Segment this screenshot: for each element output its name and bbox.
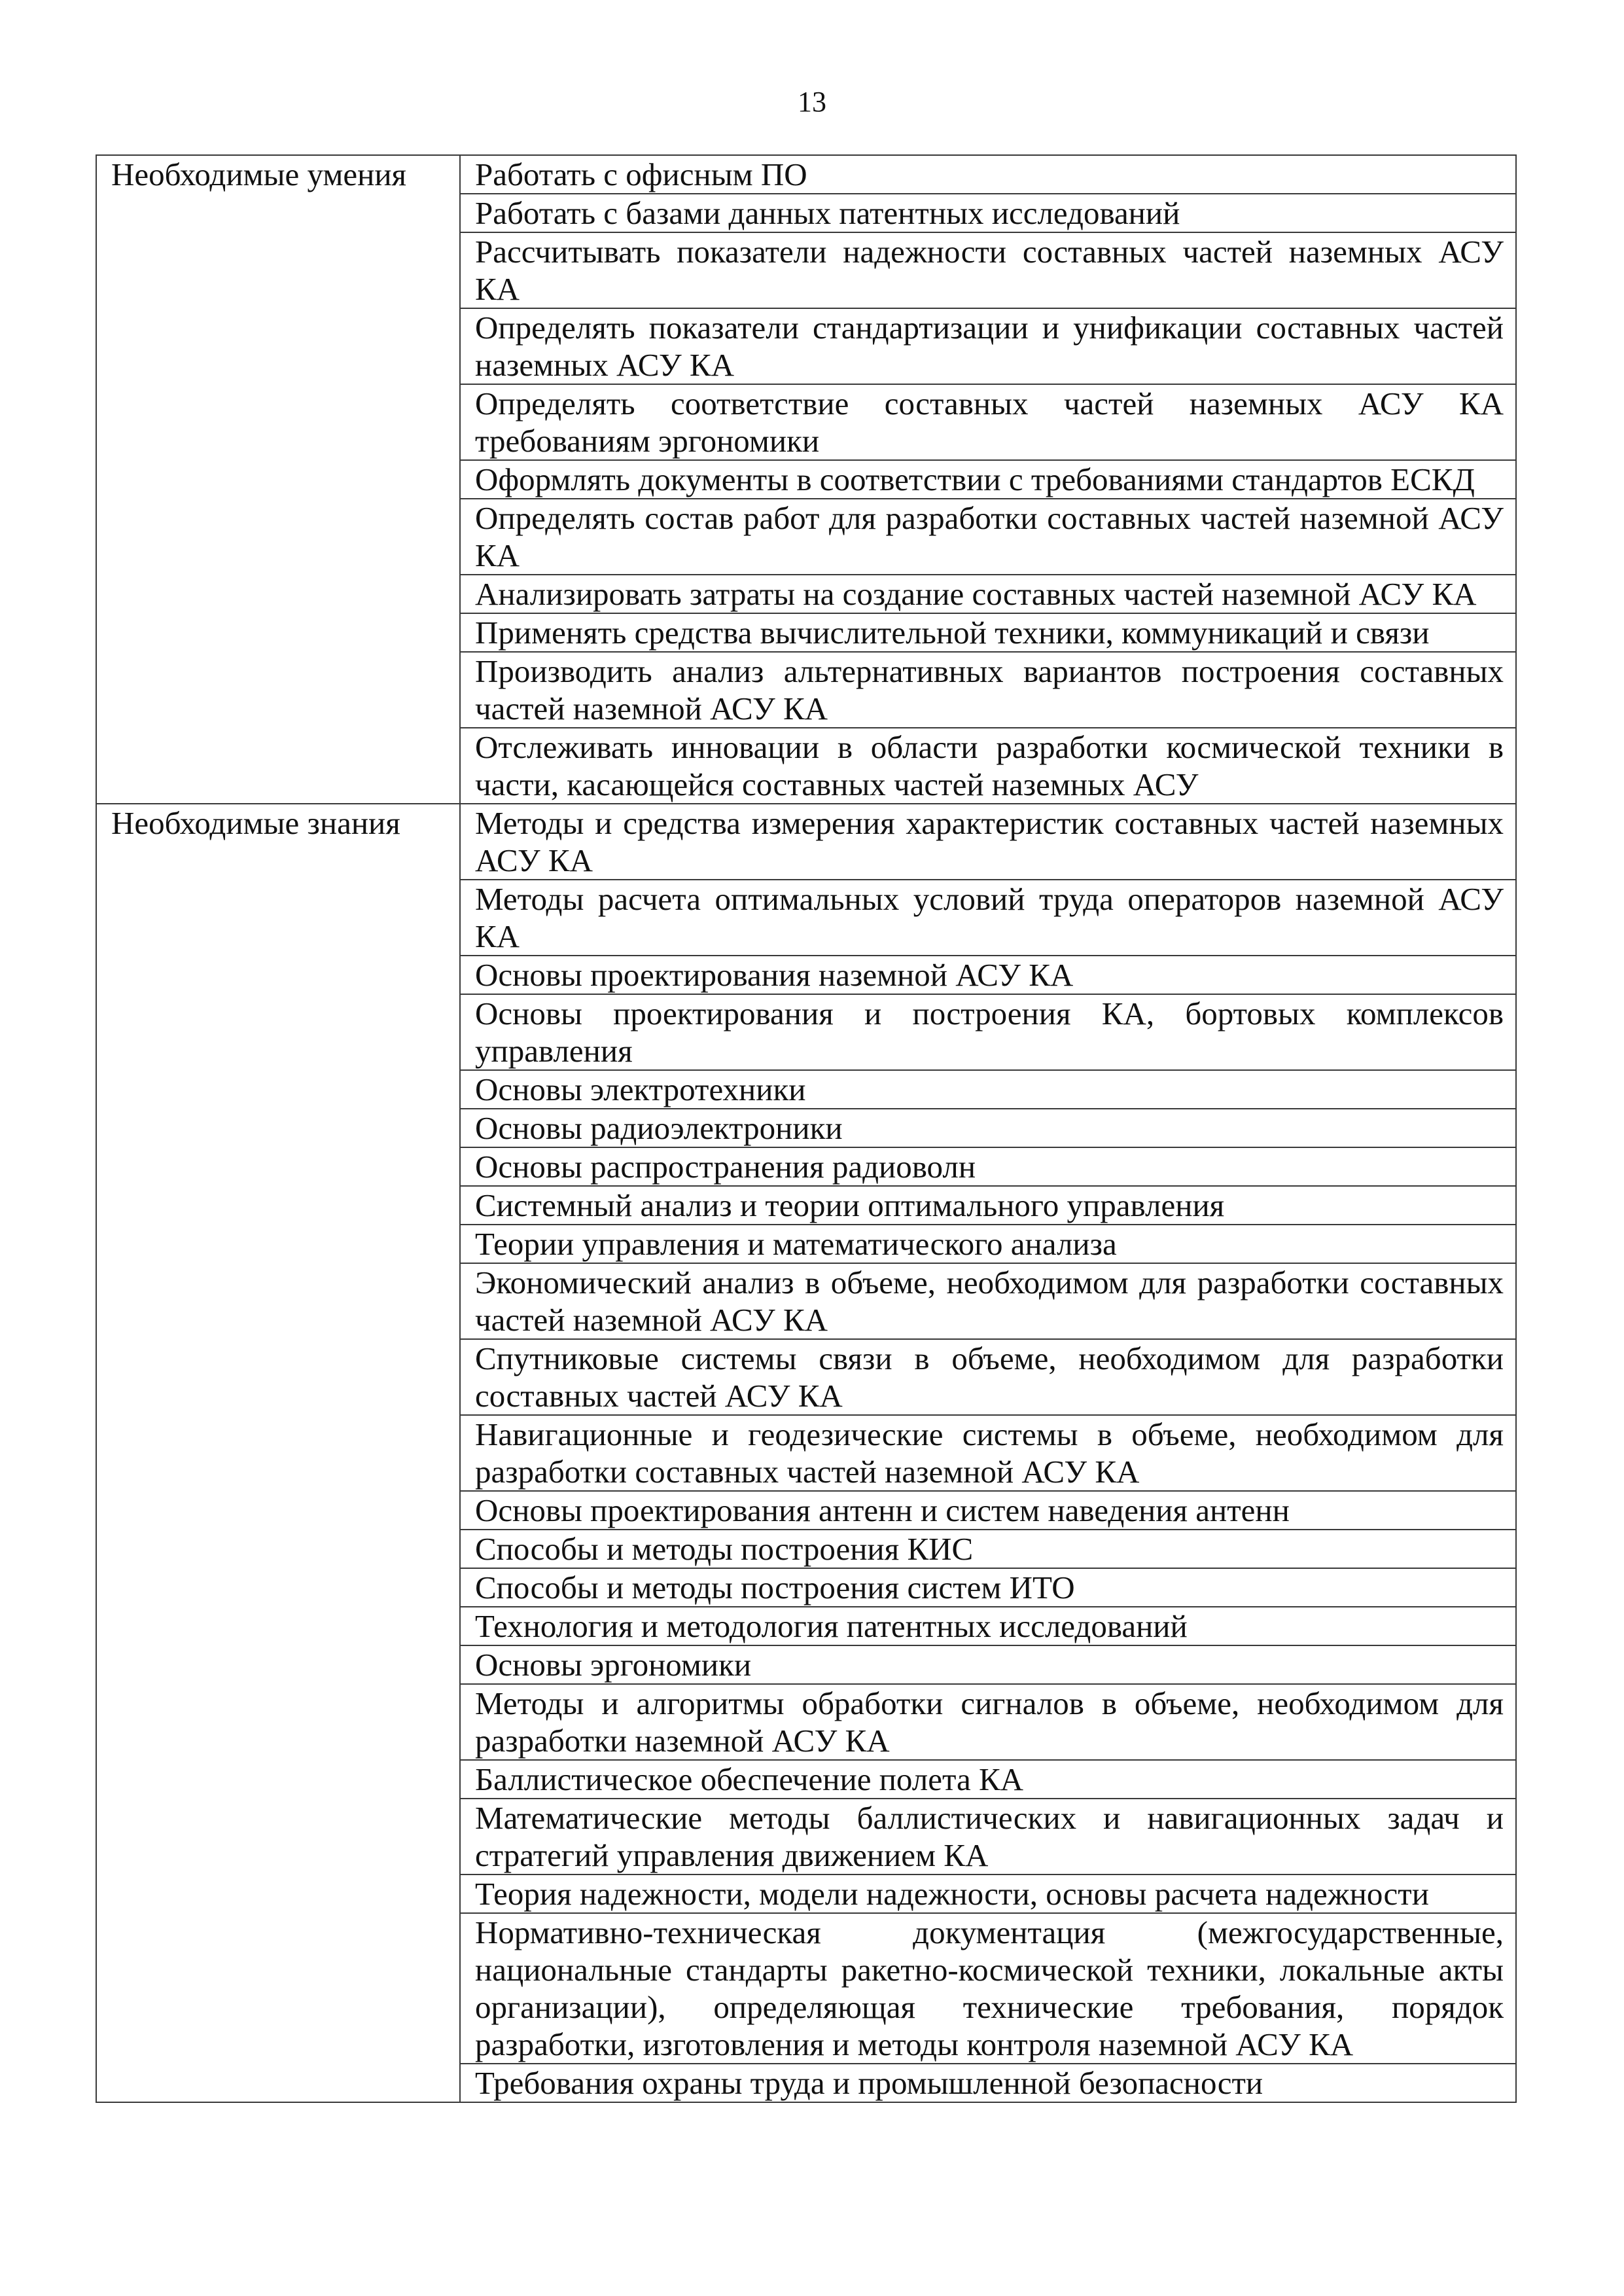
section-item: Основы электротехники [460,1070,1516,1109]
table-row [96,804,1516,880]
section-item: Методы и средства измерения характеристик составных частей наземных АСУ КА [460,804,1516,880]
section-item: Способы и методы построения систем ИТО [460,1568,1516,1607]
section-item: Теории управления и математического анализа [460,1225,1516,1263]
section-item: Основы проектирования наземной АСУ КА [460,956,1516,994]
section-item: Основы проектирования антенн и систем наведения антенн [460,1491,1516,1530]
section-item: Экономический анализ в объеме, необходимом для разработки составных частей наземной АСУ КА [460,1263,1516,1339]
section-item: Теория надежности, модели надежности, основы расчета надежности [460,1874,1516,1913]
section-item: Отслеживать инновации в области разработки космической техники в части, касающейся составных частей наземных АСУ [460,728,1516,804]
section-item: Методы расчета оптимальных условий труда операторов наземной АСУ КА [460,880,1516,956]
section-item: Системный анализ и теории оптимального управления [460,1186,1516,1225]
section-item: Баллистическое обеспечение полета КА [460,1760,1516,1799]
section-item: Анализировать затраты на создание составных частей наземной АСУ КА [460,575,1516,613]
section-item: Спутниковые системы связи в объеме, необходимом для разработки составных частей АСУ КА [460,1339,1516,1415]
requirements-table-body [96,155,1516,2102]
section-item: Оформлять документы в соответствии с требованиями стандартов ЕСКД [460,460,1516,499]
section-item: Основы эргономики [460,1645,1516,1684]
section-item: Применять средства вычислительной техники, коммуникаций и связи [460,613,1516,652]
section-item: Способы и методы построения КИС [460,1530,1516,1568]
section-item: Требования охраны труда и промышленной безопасности [460,2064,1516,2102]
section-item: Нормативно-техническая документация (межгосударственные, национальные стандарты ракетно-космической техники, локальные акты организации), определяющая технические требования, порядок разработки, изготовления и методы контроля наземной АСУ КА [460,1913,1516,2064]
section-item: Основы распространения радиоволн [460,1147,1516,1186]
section-item: Определять соответствие составных частей наземных АСУ КА требованиям эргономики [460,384,1516,460]
table-row [96,155,1516,194]
requirements-table [96,154,1517,2103]
section-item: Работать с базами данных патентных исследований [460,194,1516,232]
section-title: Необходимые умения [96,155,460,804]
section-item: Математические методы баллистических и навигационных задач и стратегий управления движением КА [460,1799,1516,1874]
section-item: Определять состав работ для разработки составных частей наземной АСУ КА [460,499,1516,575]
section-item: Основы радиоэлектроники [460,1109,1516,1147]
section-item: Определять показатели стандартизации и унификации составных частей наземных АСУ КА [460,308,1516,384]
section-item: Производить анализ альтернативных вариантов построения составных частей наземной АСУ КА [460,652,1516,728]
section-title: Необходимые знания [96,804,460,2102]
section-item: Навигационные и геодезические системы в объеме, необходимом для разработки составных частей наземной АСУ КА [460,1415,1516,1491]
section-item: Работать с офисным ПО [460,155,1516,194]
page-number: 13 [798,86,826,118]
section-item: Рассчитывать показатели надежности составных частей наземных АСУ КА [460,232,1516,308]
section-item: Основы проектирования и построения КА, бортовых комплексов управления [460,994,1516,1070]
section-item: Технология и методология патентных исследований [460,1607,1516,1645]
section-item: Методы и алгоритмы обработки сигналов в объеме, необходимом для разработки наземной АСУ КА [460,1684,1516,1760]
